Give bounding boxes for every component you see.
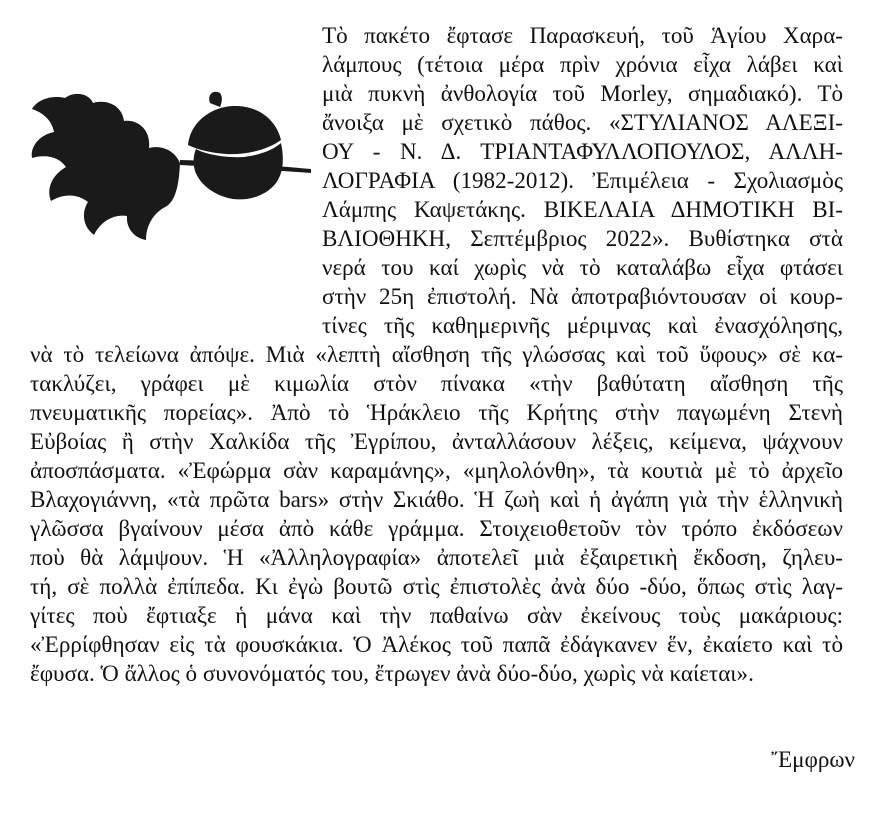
text-line: ἀποσπάσματα. «Ἐφώρμα σὰν καραμάνης», «μηλολόνθη», τὰ κουτιὰ μὲ τὸ ἀρχεῖο xyxy=(30,457,843,483)
text-line: Λάμπης Καψετάκης. ΒΙΚΕΛΑΙΑ ΔΗΜΟΤΙΚΗ ΒΙ- xyxy=(322,196,843,222)
text-line: γίτες ποὺ ἔφτιαξε ἡ μάνα καὶ τὴν παθαίνω σὰν ἐκείνους τοὺς μακάριους: xyxy=(30,602,843,628)
text-line: νερά του καί χωρὶς νὰ τὸ καταλάβω εἶχα φτάσει xyxy=(322,254,843,280)
oak-leaf-acorn-icon xyxy=(30,85,312,240)
text-line: μιὰ πυκνὴ ἀνθολογία τοῦ Morley, σημαδιακό). Τὸ xyxy=(322,80,843,106)
text-line: στὴν 25η ἐπιστολή. Νὰ ἀποτραβιόντουσαν οἱ κουρ- xyxy=(322,283,843,309)
text-line: ἔφυσα. Ὁ ἄλλος ὁ συνονόματός του, ἔτρωγεν ἀνὰ δύο-δύο, χωρὶς νὰ καίεται». xyxy=(30,660,754,686)
text-line: τακλύζει, γράφει μὲ κιμωλία στὸν πίνακα «τὴν βαθύτατη αἴσθηση τῆς xyxy=(30,370,843,396)
text-line: ἄνοιξα μὲ σχετικὸ πάθος. «ΣΤΥΛΙΑΝΟΣ ΑΛΕΞΙ- xyxy=(322,109,843,135)
text-line: τή, σὲ πολλὰ ἐπίπεδα. Κι ἐγὼ βουτῶ στὶς ἐπιστολὲς ἀνὰ δύο -δύο, ὅπως στὶς λαγ- xyxy=(30,573,843,599)
text-line: λάμπους (τέτοια μέρα πρὶν χρόνια εἶχα λάβει καὶ xyxy=(322,51,843,77)
text-line: Εὐβοίας ἢ στὴν Χαλκίδα τῆς Ἐγρίπου, ἀνταλλάσουν λέξεις, κείμενα, ψάχνουν xyxy=(30,428,843,454)
text-line: γλῶσσα βγαίνουν μέσα ἀπὸ κάθε γράμμα. Στοιχειοθετοῦν τὸν τρόπο ἐκδόσεων xyxy=(30,515,843,541)
text-line: πνευματικῆς πορείας». Ἀπὸ τὸ Ἡράκλειο τῆς Κρήτης στὴν παγωμένη Στενὴ xyxy=(30,399,843,425)
text-line: τίνες τῆς καθημερινῆς μέριμνας καὶ ἐνασχόλησης, xyxy=(322,312,843,338)
text-line: νὰ τὸ τελείωνα ἀπόψε. Μιὰ «λεπτὴ αἴσθηση τῆς γλώσσας καὶ τοῦ ὕφους» σὲ κα- xyxy=(30,341,843,367)
text-line: Βλαχογιάννη, «τὰ πρῶτα bars» στὴν Σκιάθο. Ἡ ζωὴ καὶ ἡ ἀγάπη γιὰ τὴν ἑλληνικὴ xyxy=(30,486,843,512)
text-line: «Ἐρρίφθησαν εἰς τὰ φουσκάκια. Ὁ Ἀλέκος τοῦ παπᾶ ἐδάγκανεν ἕν, ἐκαίετο καὶ τὸ xyxy=(30,631,843,657)
author-signature: Ἔμφρων xyxy=(771,746,855,772)
text-line: ΒΛΙΟΘΗΚΗ, Σεπτέμβριος 2022». Βυθίστηκα στὰ xyxy=(322,225,843,251)
text-line: ΟΥ - Ν. Δ. ΤΡΙΑΝΤΑΦΥΛΛΟΠΟΥΛΟΣ, ΑΛΛΗ- xyxy=(322,138,843,164)
text-line: ΛΟΓΡΑΦΙΑ (1982-2012). Ἐπιμέλεια - Σχολιασμὸς xyxy=(322,167,843,193)
text-line: Τὸ πακέτο ἔφτασε Παρασκευή, τοῦ Ἁγίου Χαρα- xyxy=(322,22,843,48)
text-line: ποὺ θὰ λάμψουν. Ἡ «Ἀλληλογραφία» ἀποτελεῖ μιὰ ἐξαιρετικὴ ἔκδοση, ζηλευ- xyxy=(30,544,843,570)
